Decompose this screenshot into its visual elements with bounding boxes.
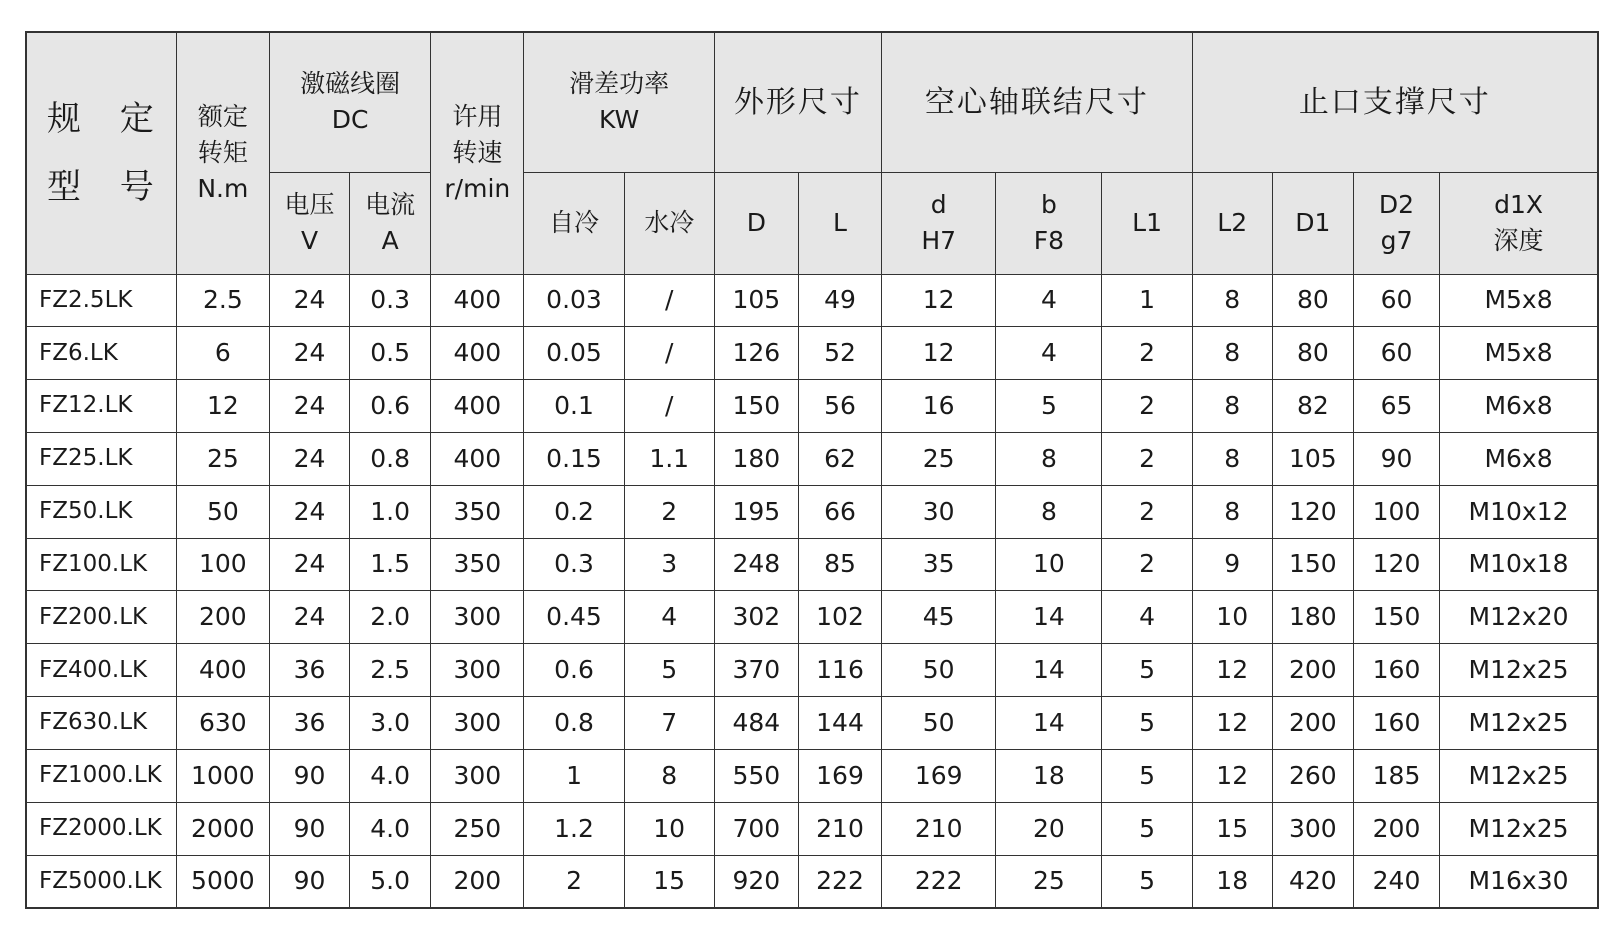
self-cool-power-cell: 0.03 — [524, 274, 624, 327]
spigot-l2-cell: 18 — [1192, 855, 1272, 908]
spigot-d1x-cell: M10x12 — [1440, 485, 1598, 538]
self-cool-power-cell: 0.1 — [524, 380, 624, 433]
spigot-l2-cell: 15 — [1192, 802, 1272, 855]
outline-l-cell: 85 — [798, 538, 881, 591]
rated-torque-cell: 400 — [176, 644, 269, 697]
shaft-d-cell: 30 — [882, 485, 996, 538]
shaft-l1-cell: 5 — [1102, 697, 1192, 750]
outline-l-cell: 49 — [798, 274, 881, 327]
self-cool-power-cell: 0.45 — [524, 591, 624, 644]
shaft-l1-cell: 2 — [1102, 380, 1192, 433]
voltage-cell: 24 — [269, 538, 349, 591]
rated-torque-cell: 200 — [176, 591, 269, 644]
outline-l-cell: 66 — [798, 485, 881, 538]
outline-l-cell: 56 — [798, 380, 881, 433]
water-cool-header: 水冷 — [624, 172, 714, 274]
outline-l-cell: 144 — [798, 697, 881, 750]
voltage-cell: 24 — [269, 591, 349, 644]
spigot-d1-cell: 200 — [1272, 697, 1353, 750]
model-cell: FZ25.LK — [26, 432, 176, 485]
spigot-d1-cell: 260 — [1272, 749, 1353, 802]
speed-cell: 400 — [431, 274, 524, 327]
current-cell: 4.0 — [350, 802, 431, 855]
outline-l-cell: 210 — [798, 802, 881, 855]
spigot-l2-cell: 12 — [1192, 644, 1272, 697]
model-cell: FZ6.LK — [26, 327, 176, 380]
water-cool-power-cell: 4 — [624, 591, 714, 644]
current-cell: 0.3 — [350, 274, 431, 327]
spigot-d2-cell: 240 — [1353, 855, 1439, 908]
speed-cell: 200 — [431, 855, 524, 908]
voltage-cell: 90 — [269, 802, 349, 855]
shaft-l1-cell: 2 — [1102, 327, 1192, 380]
shaft-d-cell: 35 — [882, 538, 996, 591]
rated-torque-cell: 2.5 — [176, 274, 269, 327]
water-cool-power-cell: 10 — [624, 802, 714, 855]
outline-l-cell: 102 — [798, 591, 881, 644]
spigot-d2-cell: 150 — [1353, 591, 1439, 644]
model-cell: FZ50.LK — [26, 485, 176, 538]
water-cool-power-cell: / — [624, 274, 714, 327]
outline-l-cell: 62 — [798, 432, 881, 485]
rated-torque-cell: 5000 — [176, 855, 269, 908]
rated-torque-cell: 100 — [176, 538, 269, 591]
spigot-d1x-cell: M5x8 — [1440, 327, 1598, 380]
shaft-b-cell: 8 — [996, 485, 1102, 538]
slip-power-group-header: 滑差功率 KW — [524, 32, 714, 172]
shaft-d-cell: 169 — [882, 749, 996, 802]
spigot-d1-cell: 80 — [1272, 274, 1353, 327]
spigot-d1-cell: 80 — [1272, 327, 1353, 380]
water-cool-power-cell: 15 — [624, 855, 714, 908]
spigot-d1x-cell: M12x20 — [1440, 591, 1598, 644]
water-cool-power-cell: 2 — [624, 485, 714, 538]
water-cool-power-cell: / — [624, 380, 714, 433]
voltage-header: 电压 V — [269, 172, 349, 274]
table-row — [26, 380, 1598, 433]
self-cool-power-cell: 0.15 — [524, 432, 624, 485]
spigot-d2-cell: 65 — [1353, 380, 1439, 433]
water-cool-power-cell: 8 — [624, 749, 714, 802]
spigot-d1x-cell: M16x30 — [1440, 855, 1598, 908]
spec-table-body — [26, 274, 1598, 908]
water-cool-power-cell: 3 — [624, 538, 714, 591]
shaft-d-cell: 25 — [882, 432, 996, 485]
d2-g7-header: D2 g7 — [1353, 172, 1439, 274]
shaft-l1-cell: 2 — [1102, 538, 1192, 591]
shaft-l1-cell: 5 — [1102, 749, 1192, 802]
table-row — [26, 432, 1598, 485]
l2-header: L2 — [1192, 172, 1272, 274]
d-header: D — [714, 172, 798, 274]
spigot-d2-cell: 185 — [1353, 749, 1439, 802]
spigot-d2-cell: 160 — [1353, 644, 1439, 697]
voltage-cell: 36 — [269, 697, 349, 750]
shaft-l1-cell: 5 — [1102, 644, 1192, 697]
current-cell: 0.6 — [350, 380, 431, 433]
current-cell: 0.8 — [350, 432, 431, 485]
current-cell: 5.0 — [350, 855, 431, 908]
outline-d-cell: 920 — [714, 855, 798, 908]
spigot-d1x-cell: M12x25 — [1440, 644, 1598, 697]
shaft-b-cell: 14 — [996, 591, 1102, 644]
spigot-l2-cell: 8 — [1192, 380, 1272, 433]
outline-d-cell: 195 — [714, 485, 798, 538]
outline-d-cell: 150 — [714, 380, 798, 433]
speed-header: 许用 转速 r/min — [431, 32, 524, 274]
shaft-d-cell: 45 — [882, 591, 996, 644]
shaft-l1-cell: 2 — [1102, 485, 1192, 538]
speed-cell: 300 — [431, 749, 524, 802]
self-cool-power-cell: 0.2 — [524, 485, 624, 538]
table-row — [26, 485, 1598, 538]
spigot-d1x-cell: M5x8 — [1440, 274, 1598, 327]
speed-cell: 300 — [431, 697, 524, 750]
shaft-b-cell: 8 — [996, 432, 1102, 485]
rated-torque-cell: 1000 — [176, 749, 269, 802]
self-cool-header: 自冷 — [524, 172, 624, 274]
table-row — [26, 855, 1598, 908]
model-cell: FZ1000.LK — [26, 749, 176, 802]
spigot-l2-cell: 8 — [1192, 327, 1272, 380]
shaft-d-cell: 12 — [882, 274, 996, 327]
spigot-d2-cell: 160 — [1353, 697, 1439, 750]
table-row — [26, 591, 1598, 644]
shaft-b-cell: 25 — [996, 855, 1102, 908]
outline-d-cell: 126 — [714, 327, 798, 380]
outline-l-cell: 222 — [798, 855, 881, 908]
voltage-cell: 36 — [269, 644, 349, 697]
self-cool-power-cell: 1 — [524, 749, 624, 802]
d1-header: D1 — [1272, 172, 1353, 274]
self-cool-power-cell: 0.6 — [524, 644, 624, 697]
speed-cell: 300 — [431, 644, 524, 697]
spigot-d1-cell: 82 — [1272, 380, 1353, 433]
spigot-d2-cell: 60 — [1353, 327, 1439, 380]
rated-torque-cell: 25 — [176, 432, 269, 485]
spigot-d1-cell: 420 — [1272, 855, 1353, 908]
rated-torque-header: 额定 转矩 N.m — [176, 32, 269, 274]
table-row — [26, 802, 1598, 855]
shaft-b-cell: 4 — [996, 274, 1102, 327]
outline-l-cell: 52 — [798, 327, 881, 380]
rated-torque-cell: 2000 — [176, 802, 269, 855]
voltage-cell: 24 — [269, 432, 349, 485]
rated-torque-cell: 630 — [176, 697, 269, 750]
outline-d-cell: 180 — [714, 432, 798, 485]
spigot-d1x-cell: M6x8 — [1440, 432, 1598, 485]
self-cool-power-cell: 1.2 — [524, 802, 624, 855]
spigot-d1x-cell: M6x8 — [1440, 380, 1598, 433]
spigot-d1-cell: 150 — [1272, 538, 1353, 591]
spigot-dim-header: 止口支撑尺寸 — [1192, 32, 1598, 172]
voltage-cell: 90 — [269, 749, 349, 802]
outline-l-cell: 116 — [798, 644, 881, 697]
current-cell: 2.0 — [350, 591, 431, 644]
water-cool-power-cell: 7 — [624, 697, 714, 750]
shaft-l1-cell: 5 — [1102, 802, 1192, 855]
coil-group-header: 激磁线圈 DC — [269, 32, 430, 172]
shaft-d-cell: 222 — [882, 855, 996, 908]
speed-cell: 350 — [431, 538, 524, 591]
table-row — [26, 697, 1598, 750]
water-cool-power-cell: 1.1 — [624, 432, 714, 485]
shaft-d-cell: 50 — [882, 644, 996, 697]
shaft-b-cell: 14 — [996, 697, 1102, 750]
outline-d-cell: 550 — [714, 749, 798, 802]
rated-torque-cell: 12 — [176, 380, 269, 433]
current-cell: 2.5 — [350, 644, 431, 697]
spigot-d1-cell: 120 — [1272, 485, 1353, 538]
current-cell: 1.0 — [350, 485, 431, 538]
self-cool-power-cell: 0.8 — [524, 697, 624, 750]
model-cell: FZ12.LK — [26, 380, 176, 433]
spigot-d1-cell: 300 — [1272, 802, 1353, 855]
model-header: 规 定 型 号 — [26, 32, 176, 274]
d-h7-header: d H7 — [882, 172, 996, 274]
water-cool-power-cell: / — [624, 327, 714, 380]
voltage-cell: 90 — [269, 855, 349, 908]
water-cool-power-cell: 5 — [624, 644, 714, 697]
spigot-d2-cell: 60 — [1353, 274, 1439, 327]
voltage-cell: 24 — [269, 380, 349, 433]
model-cell: FZ630.LK — [26, 697, 176, 750]
l-header: L — [798, 172, 881, 274]
table-row — [26, 327, 1598, 380]
model-cell: FZ5000.LK — [26, 855, 176, 908]
shaft-b-cell: 10 — [996, 538, 1102, 591]
spigot-d1x-cell: M12x25 — [1440, 802, 1598, 855]
spigot-d1x-cell: M12x25 — [1440, 697, 1598, 750]
d1x-depth-header: d1X 深度 — [1440, 172, 1598, 274]
outline-d-cell: 370 — [714, 644, 798, 697]
shaft-b-cell: 5 — [996, 380, 1102, 433]
shaft-b-cell: 4 — [996, 327, 1102, 380]
l1-header: L1 — [1102, 172, 1192, 274]
speed-cell: 400 — [431, 327, 524, 380]
outline-d-cell: 105 — [714, 274, 798, 327]
current-header: 电流 A — [350, 172, 431, 274]
self-cool-power-cell: 0.3 — [524, 538, 624, 591]
outline-dim-header: 外形尺寸 — [714, 32, 881, 172]
spigot-l2-cell: 8 — [1192, 274, 1272, 327]
spigot-d1-cell: 200 — [1272, 644, 1353, 697]
voltage-cell: 24 — [269, 485, 349, 538]
model-cell: FZ400.LK — [26, 644, 176, 697]
spigot-d1-cell: 105 — [1272, 432, 1353, 485]
shaft-b-cell: 14 — [996, 644, 1102, 697]
shaft-b-cell: 20 — [996, 802, 1102, 855]
table-row — [26, 644, 1598, 697]
model-cell: FZ2.5LK — [26, 274, 176, 327]
model-cell: FZ100.LK — [26, 538, 176, 591]
spigot-d1-cell: 180 — [1272, 591, 1353, 644]
self-cool-power-cell: 2 — [524, 855, 624, 908]
speed-cell: 400 — [431, 432, 524, 485]
table-row — [26, 538, 1598, 591]
b-f8-header: b F8 — [996, 172, 1102, 274]
speed-cell: 400 — [431, 380, 524, 433]
outline-l-cell: 169 — [798, 749, 881, 802]
spigot-l2-cell: 9 — [1192, 538, 1272, 591]
spec-table — [25, 31, 1599, 909]
current-cell: 1.5 — [350, 538, 431, 591]
spigot-l2-cell: 12 — [1192, 697, 1272, 750]
current-cell: 0.5 — [350, 327, 431, 380]
table-row — [26, 274, 1598, 327]
speed-cell: 350 — [431, 485, 524, 538]
voltage-cell: 24 — [269, 274, 349, 327]
shaft-d-cell: 50 — [882, 697, 996, 750]
outline-d-cell: 302 — [714, 591, 798, 644]
shaft-l1-cell: 2 — [1102, 432, 1192, 485]
rated-torque-cell: 50 — [176, 485, 269, 538]
model-cell: FZ200.LK — [26, 591, 176, 644]
shaft-l1-cell: 1 — [1102, 274, 1192, 327]
outline-d-cell: 700 — [714, 802, 798, 855]
model-cell: FZ2000.LK — [26, 802, 176, 855]
table-row — [26, 749, 1598, 802]
shaft-d-cell: 12 — [882, 327, 996, 380]
speed-cell: 300 — [431, 591, 524, 644]
spigot-d2-cell: 200 — [1353, 802, 1439, 855]
shaft-d-cell: 16 — [882, 380, 996, 433]
outline-d-cell: 484 — [714, 697, 798, 750]
shaft-b-cell: 18 — [996, 749, 1102, 802]
spigot-d1x-cell: M10x18 — [1440, 538, 1598, 591]
self-cool-power-cell: 0.05 — [524, 327, 624, 380]
spigot-l2-cell: 8 — [1192, 432, 1272, 485]
shaft-d-cell: 210 — [882, 802, 996, 855]
spigot-d1x-cell: M12x25 — [1440, 749, 1598, 802]
spigot-d2-cell: 120 — [1353, 538, 1439, 591]
voltage-cell: 24 — [269, 327, 349, 380]
spigot-l2-cell: 10 — [1192, 591, 1272, 644]
spigot-l2-cell: 12 — [1192, 749, 1272, 802]
shaft-l1-cell: 5 — [1102, 855, 1192, 908]
shaft-l1-cell: 4 — [1102, 591, 1192, 644]
spigot-d2-cell: 90 — [1353, 432, 1439, 485]
spigot-d2-cell: 100 — [1353, 485, 1439, 538]
shaft-dim-header: 空心轴联结尺寸 — [882, 32, 1193, 172]
spigot-l2-cell: 8 — [1192, 485, 1272, 538]
outline-d-cell: 248 — [714, 538, 798, 591]
rated-torque-cell: 6 — [176, 327, 269, 380]
current-cell: 3.0 — [350, 697, 431, 750]
current-cell: 4.0 — [350, 749, 431, 802]
speed-cell: 250 — [431, 802, 524, 855]
